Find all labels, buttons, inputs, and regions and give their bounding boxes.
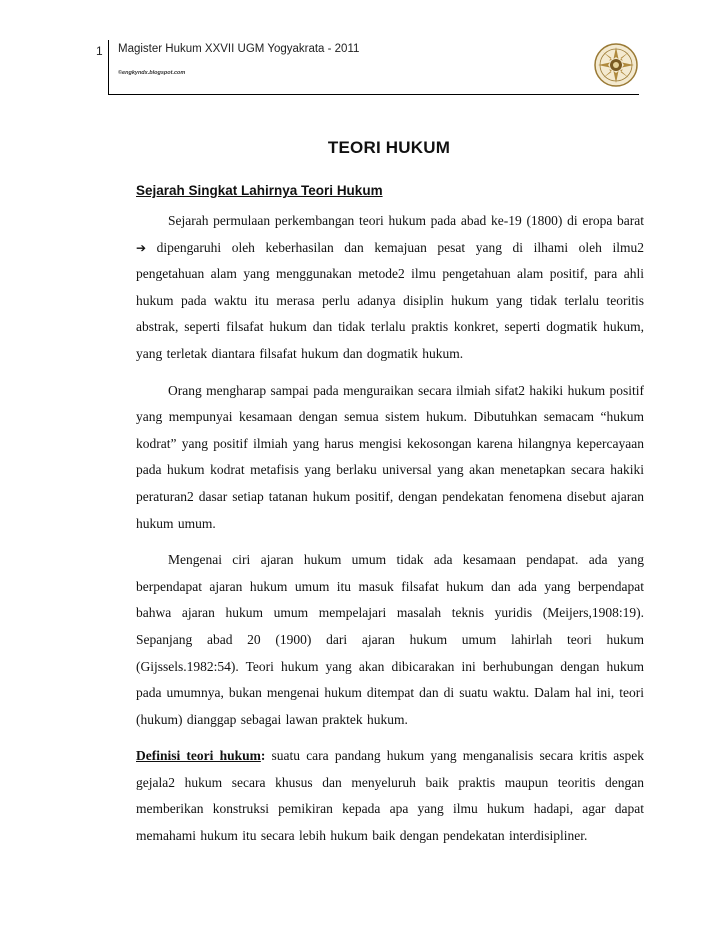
paragraph-2 <box>136 378 644 538</box>
paragraph-1 <box>136 208 644 368</box>
paragraph-1-text-a: Sejarah permulaan perkembangan teori hukum pada abad ke-19 (1800) di eropa barat <box>168 213 644 228</box>
paragraph-3 <box>136 547 644 733</box>
definition-term: Definisi teori hukum <box>136 748 261 764</box>
paragraph-3-text: Mengenai ciri ajaran hukum umum tidak ada kesamaan pendapat. ada yang berpendapat ajaran hukum umum itu masuk filsafat hukum dan ada yang berpendapat bahwa ajaran hukum umum mempelajari masalah teknis yuridis (Meijers,1908:19). Sepanjang abad 20 (1900) dari ajaran hukum umum lahirlah teori hukum (Gijssels.1982:54). Teori hukum yang akan dibicarakan ini berhubungan dengan hukum pada umumnya, bukan mengenai hukum ditempat dan di suatu waktu. Dalam hal ini, teori (hukum) dianggap sebagai lawan praktek hukum. <box>136 552 644 727</box>
definition-colon: : <box>260 748 266 764</box>
header-divider-vertical <box>108 40 109 95</box>
definition-text: suatu cara pandang hukum yang menganalisis secara kritis aspek gejala2 hukum secara khusus dan menyeluruh baik praktis maupun teoritis dengan memberikan konstruksi pemikiran kepada apa yang ilmu hukum hadapi, agar dapat memahami hukum itu secara lebih hukum baik dengan pendekatan interdisipliner. <box>136 748 645 844</box>
right-arrow-icon: ➔ <box>136 240 147 255</box>
section-heading: Sejarah Singkat Lahirnya Teori Hukum <box>136 183 383 198</box>
document-body <box>136 180 644 860</box>
document-title: TEORI HUKUM <box>327 138 451 157</box>
page-number: 1 <box>96 44 103 58</box>
definition-paragraph <box>136 743 644 849</box>
paragraph-2-text: Orang mengharap sampai pada menguraikan secara ilmiah sifat2 hakiki hukum positif yang mempunyai kesamaan dengan semua sistem hukum. Dibutuhkan semacam “hukum kodrat” yang positif ilmiah yang harus mengisi kekosongan karena hilangnya kepercayaan pada hukum kodrat metafisis yang berlaku universal yang akan menetapkan secara hakiki peraturan2 dasar setiap tatanan hukum positif, dengan pendekatan fenomena disebut ajaran hukum umum. <box>136 382 644 531</box>
header-title: Magister Hukum XXVII UGM Yogyakrata - 2011 <box>118 43 360 55</box>
header-subtitle: ©engkyndx.blogspot.com <box>118 70 186 76</box>
ugm-seal-icon <box>593 42 639 88</box>
paragraph-1-text-b: dipengaruhi oleh keberhasilan dan kemajuan pesat yang di ilhami oleh ilmu2 pengetahuan alam yang menggunakan metode2 ilmu pengetahuan alam positif, para ahli hukum pada waktu itu merasa perlu adanya disiplin hukum yang tidak terlalu teoritis abstrak, seperti filsafat hukum dan tidak terlalu praktis konkret, seperti dogmatik hukum, yang terletak diantara filsafat hukum dan dogmatik hukum. <box>136 239 644 361</box>
header-divider-horizontal <box>108 94 639 95</box>
page-header <box>0 0 728 100</box>
